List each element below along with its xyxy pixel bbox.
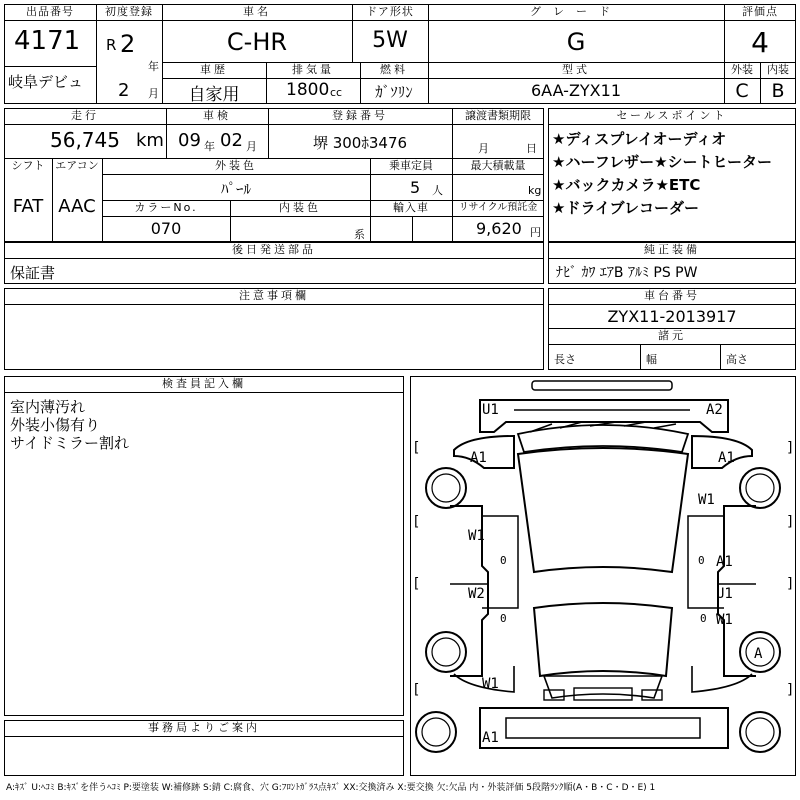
inspection-month-unit: 月 (246, 140, 257, 153)
history-label: 車歴 (200, 63, 228, 76)
door-label: ドア形状 (366, 5, 414, 18)
int-color-unit: 系 (354, 228, 365, 241)
bracket-left-front: [ (412, 440, 421, 456)
damage-w1-right-front: W1 (698, 492, 715, 508)
zero-a: 0 (500, 554, 507, 567)
venue: 岐阜デビュ (8, 73, 84, 91)
damage-u1-right-rear: U1 (716, 586, 733, 602)
damage-a-rr-tire: A (754, 646, 763, 662)
fuel: ｶﾞｿﾘﾝ (375, 83, 413, 101)
grade-label: グレード (530, 5, 622, 18)
first-reg-year: 2 (120, 30, 136, 58)
chassis-number: ZYX11-2013917 (607, 307, 737, 326)
lot-number: 4171 (14, 26, 81, 56)
car-outline (450, 381, 756, 748)
mileage-label: 走行 (71, 109, 99, 122)
mileage: 56,745 (50, 128, 120, 152)
mileage-unit: km (136, 130, 164, 151)
zero-d: 0 (700, 612, 707, 625)
first-reg-month: 2 (118, 80, 130, 101)
first-reg-label: 初度登録 (105, 5, 153, 18)
delivery-value: 保証書 (10, 264, 56, 282)
inspection-year: 09 (178, 130, 201, 151)
sales-point-4: ★ドライブレコーダー (552, 199, 699, 217)
inspection-year-unit: 年 (204, 140, 215, 153)
door-type: 5W (372, 28, 408, 53)
inspector-line-1: 室内薄汚れ (10, 398, 86, 416)
length-label: 長さ (554, 353, 576, 366)
damage-a2-front: A2 (706, 402, 723, 418)
aircon: AAC (58, 196, 96, 217)
aircon-label: エアコン (55, 159, 99, 172)
displacement: 1800 (286, 80, 330, 100)
ext-score-label: 外装 (731, 63, 753, 76)
bracket-left-mid: [ (412, 514, 421, 530)
chassis-label: 車台番号 (644, 289, 700, 302)
fuel-label: 燃料 (380, 63, 408, 76)
color-no-label: カラーNo. (134, 201, 198, 214)
bracket-right-mid: ] (786, 514, 795, 530)
dims-label: 諸元 (658, 329, 686, 342)
car-name-label: 車名 (243, 5, 271, 18)
car-damage-diagram (410, 376, 796, 776)
sales-point-1: ★ディスプレイオーディオ (552, 130, 727, 148)
legend: A:ｷｽﾞ U:ﾍｺﾐ B:ｷｽﾞを伴うﾍｺﾐ P:要塗装 W:補修跡 S:錆 C:腐食、穴 G:ﾌﾛﾝﾄｶﾞﾗｽ点ｷｽﾞ XX:交換済み X:要交換 欠:欠品 内・外装評価 5段階ﾗﾝｸ順(A・B・C・D・E) 1 (6, 783, 656, 793)
int-score-label: 内装 (767, 63, 789, 76)
displacement-unit: cc (330, 86, 343, 99)
office-label: 事務局よりご案内 (148, 721, 260, 734)
recycle: 9,620 (476, 219, 522, 238)
capacity-unit: 人 (432, 184, 443, 197)
damage-a1-fr-tire: A1 (718, 450, 735, 466)
year-unit: 年 (148, 60, 159, 73)
displacement-label: 排気量 (292, 63, 334, 76)
grade: G (566, 28, 586, 56)
inspection-month: 02 (220, 130, 243, 151)
score: 4 (751, 26, 769, 59)
model-code: 6AA-ZYX11 (531, 81, 621, 100)
recycle-unit: 円 (530, 226, 541, 239)
car-name: C-HR (226, 28, 288, 56)
capacity-label: 乗車定員 (389, 159, 433, 172)
damage-w1-left-door: W1 (468, 528, 485, 544)
max-load-unit: kg (528, 184, 542, 197)
delivery-label: 後日発送部品 (232, 243, 316, 256)
sales-point-3: ★バックカメラ★ETC (552, 176, 701, 194)
ext-score: C (735, 80, 749, 102)
damage-a1-fl-tire: A1 (470, 450, 487, 466)
lot-label: 出品番号 (26, 5, 74, 18)
plate-label: 登録番号 (332, 109, 388, 122)
score-label: 評価点 (742, 5, 778, 18)
first-reg-era: R (106, 36, 117, 54)
damage-u1-front: U1 (482, 402, 499, 418)
transfer-label: 譲渡書類期限 (465, 109, 531, 122)
tires (416, 468, 780, 752)
int-color-label: 内装色 (279, 201, 321, 214)
month-unit: 月 (148, 87, 159, 100)
capacity: 5 (410, 178, 421, 197)
plate-number: 堺 300ﾎ3476 (312, 134, 408, 152)
shift-label: シフト (11, 159, 45, 172)
model-code-label: 型式 (562, 63, 590, 76)
sales-points-label: セールスポイント (616, 109, 728, 122)
import-label: 輸入車 (393, 201, 429, 214)
shift: FAT (12, 196, 44, 217)
inspection-label: 車検 (203, 109, 231, 122)
damage-w1-right-rear: W1 (716, 612, 733, 628)
bracket-right-low: ] (786, 576, 795, 592)
bracket-left-low: [ (412, 576, 421, 592)
history: 自家用 (188, 85, 240, 105)
damage-w1-left-rear-low: W1 (482, 676, 499, 692)
height-label: 高さ (726, 353, 748, 366)
zero-c: 0 (500, 612, 507, 625)
max-load-label: 最大積載量 (470, 159, 526, 172)
equipment-value: ﾅﾋﾞ ｶﾜ ｴｱB ｱﾙﾐ PS PW (556, 265, 698, 281)
damage-a1-right-door: A1 (716, 554, 733, 570)
damage-w2-left-rear: W2 (468, 586, 485, 602)
inspector-line-2: 外装小傷有り (10, 416, 101, 434)
notes-label: 注意事項欄 (239, 289, 309, 302)
ext-color: ﾊﾟｰﾙ (220, 180, 251, 198)
bracket-right-rear: ] (786, 682, 795, 698)
inspector-label: 検査員記入欄 (162, 377, 246, 390)
inspector-line-3: サイドミラー割れ (10, 434, 129, 452)
bracket-left-rear: [ (412, 682, 421, 698)
int-score: B (771, 80, 785, 102)
recycle-label: リサイクル預託金 (458, 202, 538, 213)
bracket-right-front: ] (786, 440, 795, 456)
equipment-label: 純正装備 (644, 243, 700, 256)
color-no: 070 (150, 219, 182, 238)
sales-point-2: ★ハーフレザー★シートヒーター (552, 153, 772, 171)
damage-a1-rear: A1 (482, 730, 499, 746)
width-label: 幅 (646, 353, 657, 366)
transfer-day-unit: 日 (526, 142, 537, 155)
zero-b: 0 (698, 554, 705, 567)
ext-color-label: 外装色 (215, 159, 257, 172)
transfer-month-unit: 月 (478, 142, 489, 155)
